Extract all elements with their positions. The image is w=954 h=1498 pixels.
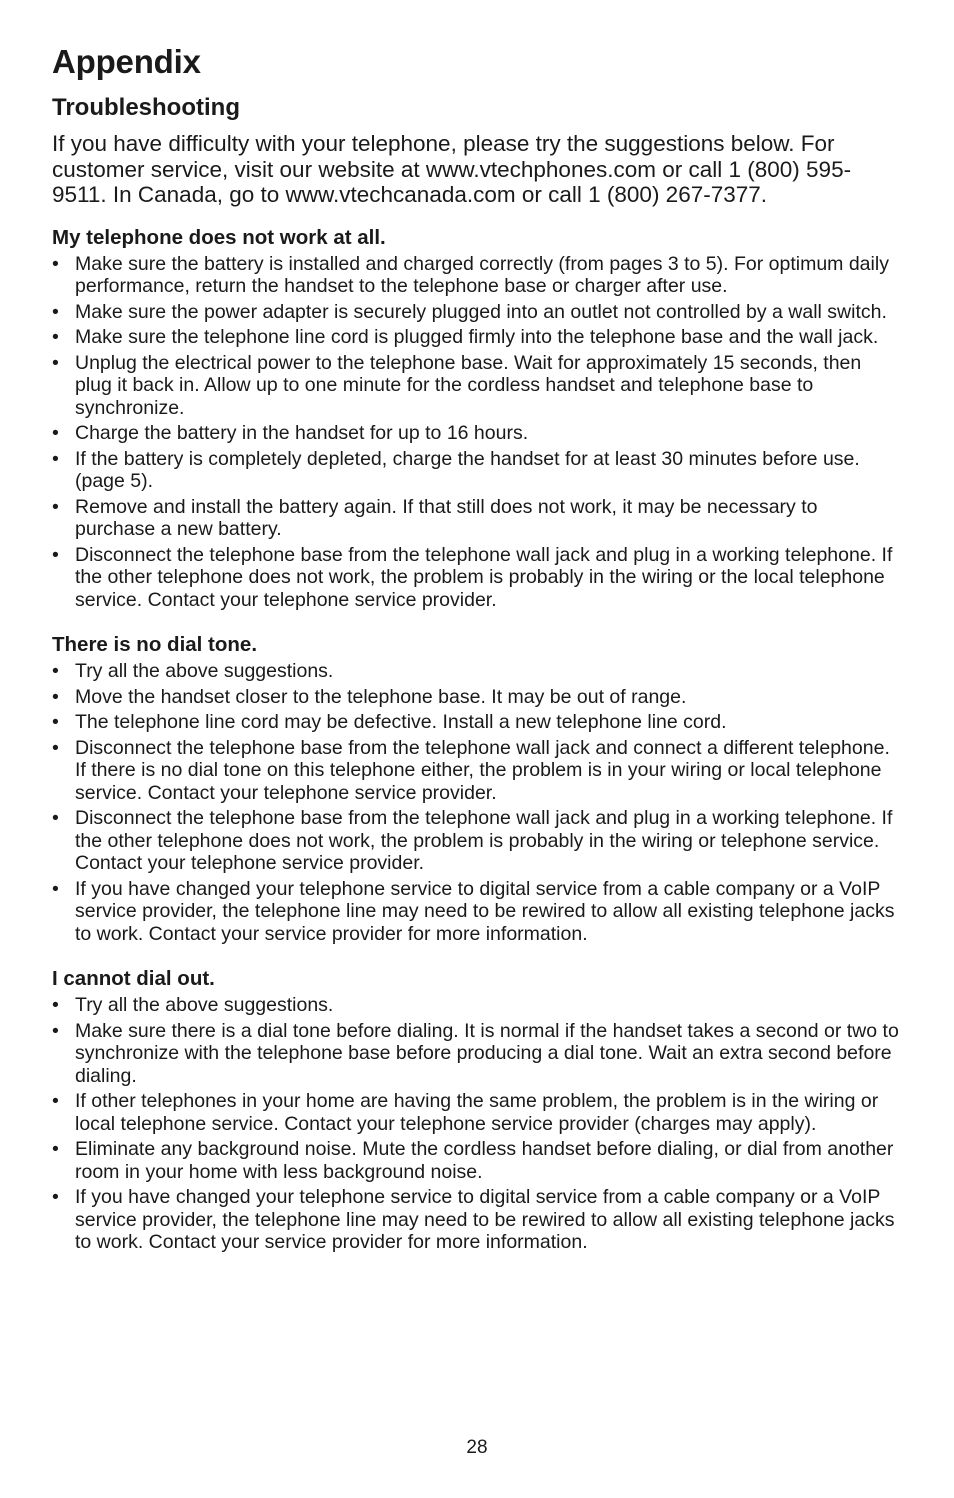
list-item (52, 352, 902, 420)
list-item-text: The telephone line cord may be defective. Install a new telephone line cord. (75, 711, 727, 733)
list-item (52, 711, 902, 734)
bullet-icon: • (52, 326, 59, 348)
list-item-text: If you have changed your telephone service to digital service from a cable company or a VoIP service provider, the telephone line may need to be rewired to allow all existing telephone jacks to work. Contact your service provider for more information. (75, 1186, 895, 1253)
intro-paragraph: If you have difficulty with your telephone, please try the suggestions below. For customer service, visit our website at www.vtechphones.com or call 1 (800) 595-9511. In Canada, go to www.vtechcanada.com or call 1 (800) 267-7377. (52, 131, 852, 207)
bullet-icon: • (52, 351, 59, 374)
list-item-text: Disconnect the telephone base from the telephone wall jack and plug in a working telephone. If the other telephone does not work, the problem is probably in the wiring or the local telephone service. Contact your telephone service provider. (75, 543, 893, 611)
section-heading: There is no dial tone. (52, 633, 258, 656)
list-item-text: Unplug the electrical power to the telephone base. Wait for approximately 15 seconds, then plug it back in. Allow up to one minute for the cordless handset and telephone base to synchronize. (75, 351, 862, 419)
bullet-icon: • (52, 495, 59, 518)
list-item (52, 737, 902, 805)
bullet-icon: • (52, 685, 59, 708)
bullet-icon: • (52, 1138, 59, 1160)
list-item-text: Eliminate any background noise. Mute the cordless handset before dialing, or dial from another room in your home with less background noise. (75, 1138, 894, 1183)
section-heading: I cannot dial out. (52, 967, 215, 990)
bullet-icon: • (52, 252, 59, 275)
bullet-icon: • (52, 543, 59, 566)
list-item (52, 326, 902, 349)
list-item (52, 544, 902, 612)
list-item-text: Disconnect the telephone base from the telephone wall jack and plug in a working telephone. If the other telephone does not work, the problem is probably in the wiring or telephone service. Contact your telephone service provider. (75, 807, 893, 874)
list-item (52, 422, 902, 445)
list-item (52, 301, 902, 324)
bullet-list (52, 660, 902, 945)
section-title-troubleshooting: Troubleshooting (52, 94, 240, 121)
bullet-icon: • (52, 300, 59, 323)
bullet-list (52, 253, 902, 612)
list-item (52, 1138, 902, 1183)
list-item (52, 1020, 902, 1088)
list-item-text: Make sure the battery is installed and charged correctly (from pages 3 to 5). For optimum daily performance, return the handset to the telephone base or charger after use. (75, 252, 889, 297)
list-item (52, 994, 902, 1017)
bullet-icon: • (52, 422, 59, 444)
list-item-text: Try all the above suggestions. (75, 994, 334, 1016)
list-item-text: Make sure there is a dial tone before dialing. It is normal if the handset takes a second or two to synchronize with the telephone base before producing a dial tone. Wait an extra second before dialing. (75, 1019, 899, 1087)
bullet-icon: • (52, 711, 59, 733)
list-item-text: Make sure the telephone line cord is plugged firmly into the telephone base and the wall jack. (75, 326, 879, 348)
bullet-list (52, 994, 902, 1254)
page-number: 28 (466, 1437, 488, 1458)
bullet-icon: • (52, 1019, 59, 1042)
bullet-icon: • (52, 736, 59, 759)
list-item (52, 660, 902, 683)
bullet-icon: • (52, 877, 59, 900)
list-item (52, 686, 902, 709)
list-item-text: If the battery is completely depleted, charge the handset for at least 30 minutes before use. (page 5). (75, 447, 860, 492)
troubleshooting-sections (52, 225, 902, 1254)
page-title: Appendix (52, 43, 201, 80)
list-item-text: Remove and install the battery again. If that still does not work, it may be necessary to purchase a new battery. (75, 495, 818, 540)
list-item-text: Charge the battery in the handset for up to 16 hours. (75, 422, 529, 444)
list-item (52, 878, 902, 946)
bullet-icon: • (52, 1186, 59, 1208)
list-item-text: Try all the above suggestions. (75, 660, 334, 682)
bullet-icon: • (52, 447, 59, 470)
section-heading: My telephone does not work at all. (52, 225, 386, 249)
list-item (52, 807, 902, 875)
list-item (52, 1090, 902, 1135)
list-item (52, 253, 902, 298)
list-item (52, 448, 902, 493)
list-item (52, 1186, 902, 1254)
bullet-icon: • (52, 660, 59, 682)
list-item-text: If you have changed your telephone service to digital service from a cable company or a VoIP service provider, the telephone line may need to be rewired to allow all existing telephone jacks to work. Contact your service provider for more information. (75, 877, 895, 945)
bullet-icon: • (52, 1090, 59, 1112)
list-item-text: If other telephones in your home are having the same problem, the problem is in the wiring or local telephone service. Contact your telephone service provider (charges may apply). (75, 1090, 879, 1135)
list-item-text: Move the handset closer to the telephone base. It may be out of range. (75, 685, 687, 708)
list-item-text: Disconnect the telephone base from the telephone wall jack and connect a different telephone. If there is no dial tone on this telephone either, the problem is in your wiring or local telephone service. Contact your telephone service provider. (75, 736, 890, 804)
bullet-icon: • (52, 807, 59, 829)
bullet-icon: • (52, 994, 59, 1016)
list-item-text: Make sure the power adapter is securely plugged into an outlet not controlled by a wall switch. (75, 300, 887, 323)
list-item (52, 496, 902, 541)
document-page (52, 42, 902, 1257)
